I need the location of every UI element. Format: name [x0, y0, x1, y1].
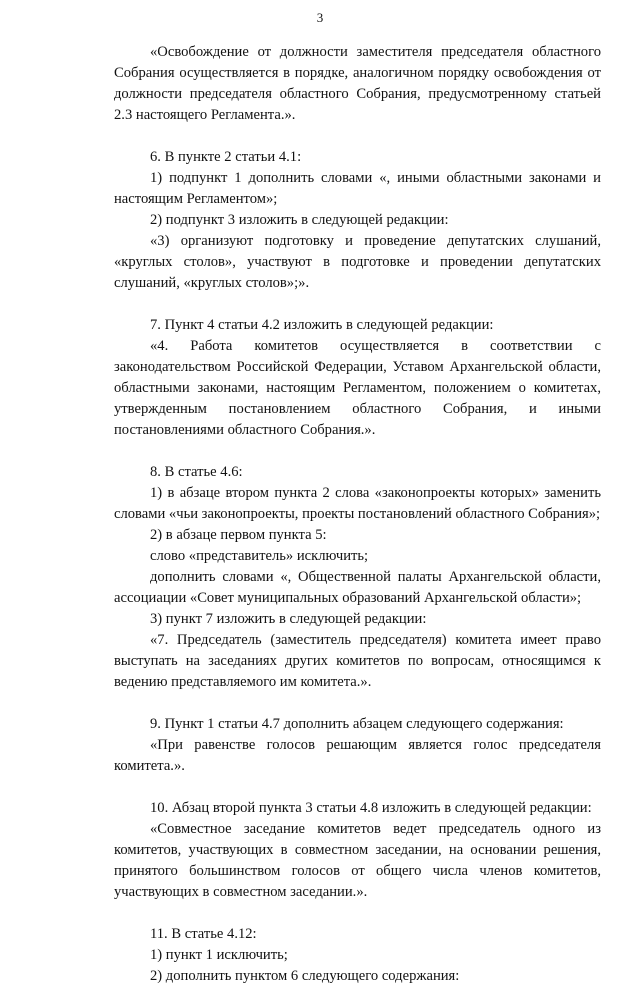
- paragraph: 6. В пункте 2 статьи 4.1:: [150, 149, 302, 165]
- paragraph: 11. В статье 4.12:: [150, 926, 257, 942]
- paragraph: 1) в абзаце втором пункта 2 слова «законопроекты которых» заменить словами «чьи законопроекты, проекты постановлений областного Собрания»;: [114, 485, 601, 522]
- paragraph: 8. В статье 4.6:: [150, 464, 243, 480]
- page-number: 3: [316, 10, 324, 25]
- paragraph: слово «представитель» исключить;: [150, 548, 369, 564]
- paragraph: «3) организуют подготовку и проведение депутатских слушаний, «круглых столов», участвуют в подготовке и проведении депутатских слушаний, «круглых столов»;».: [114, 233, 601, 291]
- paragraph: «При равенстве голосов решающим является голос председателя комитета.».: [114, 737, 601, 774]
- paragraph: 1) пункт 1 исключить;: [150, 947, 288, 963]
- paragraph: 1) подпункт 1 дополнить словами «, иными областными законами и настоящим Регламентом»;: [114, 170, 601, 207]
- paragraph: 2) подпункт 3 изложить в следующей редакции:: [150, 212, 449, 228]
- paragraph: «7. Председатель (заместитель председателя) комитета имеет право выступать на заседаниях других комитетов по вопросам, относящимся к ведению представляемого им комитета.».: [114, 632, 601, 690]
- paragraph: 3) пункт 7 изложить в следующей редакции:: [150, 611, 427, 627]
- paragraph: 7. Пункт 4 статьи 4.2 изложить в следующей редакции:: [150, 317, 494, 333]
- paragraph: «Совместное заседание комитетов ведет председатель одного из комитетов, участвующих в совместном заседании, на основании решения, принятого большинством голосов от общего числа членов комитетов, участвующих в совместном заседании.».: [114, 821, 601, 900]
- paragraph: 2) в абзаце первом пункта 5:: [150, 527, 327, 543]
- paragraph: 9. Пункт 1 статьи 4.7 дополнить абзацем следующего содержания:: [150, 716, 564, 732]
- paragraph: «Освобождение от должности заместителя председателя областного Собрания осуществляется в порядке, аналогичном порядку освобождения от должности председателя областного Собрания, предусмотренному статьей 2.3 настоящего Регламента.».: [114, 44, 601, 123]
- paragraph: 2) дополнить пунктом 6 следующего содержания:: [150, 968, 460, 984]
- paragraph: 10. Абзац второй пункта 3 статьи 4.8 изложить в следующей редакции:: [150, 800, 592, 816]
- paragraph: «4. Работа комитетов осуществляется в соответствии с законодательством Российской Федерации, Уставом Архангельской области, областными законами, настоящим Регламентом, положением о комитетах, утвержденным постановлением областного Собрания, и иными постановлениями областного Собрания.».: [114, 338, 601, 438]
- document-body: [114, 42, 601, 987]
- paragraph: дополнить словами «, Общественной палаты Архангельской области, ассоциации «Совет муниципальных образований Архангельской области»;: [114, 569, 601, 606]
